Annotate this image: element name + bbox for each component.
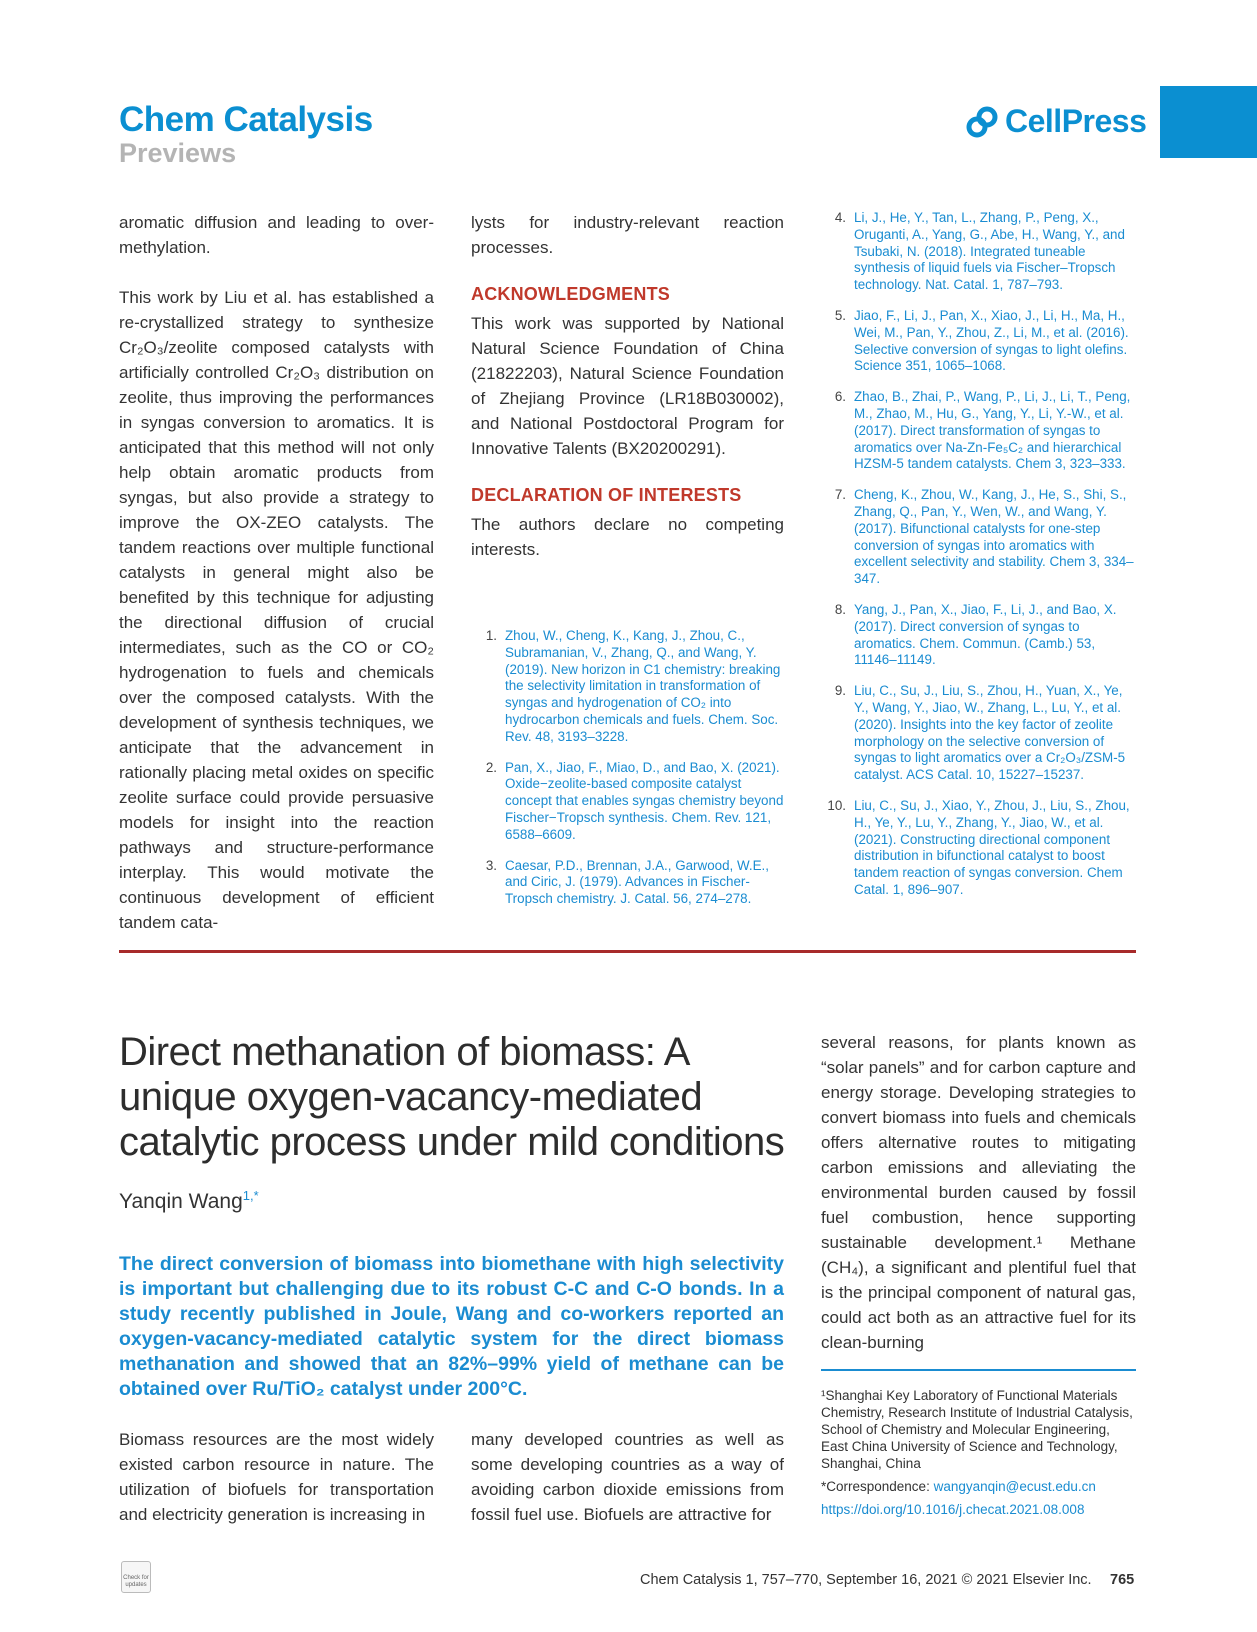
acknowledgments-heading: ACKNOWLEDGMENTS — [471, 284, 670, 304]
author-line — [119, 1188, 259, 1214]
reference-item[interactable]: 1. Zhou, W., Cheng, K., Kang, J., Zhou, C., Subramanian, V., Zhang, Q., and Wang, Y. (2019). New horizon in C1 chemistry: breaking the selectivity limitation in transformation of syngas and hydrogenation of CO₂ into hydrocarbon chemicals and fuels. Chem. Soc. Rev. 48, 3193–3228. — [485, 628, 781, 744]
section-label: Previews — [119, 138, 237, 168]
reference-item[interactable]: 2. Pan, X., Jiao, F., Miao, D., and Bao, X. (2021). Oxide−zeolite-based composite catalyst concept that enables syngas chemistry beyond Fischer−Tropsch synthesis. Chem. Rev. 121, 6588–6609. — [485, 759, 784, 842]
affiliation-divider — [821, 1369, 1136, 1371]
paragraph: lysts for industry-relevant reaction processes. — [471, 213, 784, 257]
paragraph: Biomass resources are the most widely existed carbon resource in nature. The utilization of biofuels for transportation and electricity generation is increasing in — [119, 1430, 434, 1524]
section-divider — [119, 950, 1136, 953]
author-affiliation-marker[interactable]: 1,* — [242, 1188, 259, 1203]
reference-item[interactable]: 4. Li, J., He, Y., Tan, L., Zhang, P., Peng, X., Oruganti, A., Yang, G., Abe, H., Wang, Y., and Tsubaki, N. (2018). Integrated tuneable synthesis of liquid fuels via Fischer–Tropsch technology. Nat. Catal. 1, 787–793. — [834, 210, 1125, 293]
affiliation-block — [821, 1387, 1136, 1518]
declaration-heading: DECLARATION OF INTERESTS — [471, 485, 742, 505]
references-column-2 — [471, 628, 784, 922]
journal-title: Chem Catalysis — [119, 100, 373, 139]
paragraph: many developed countries as well as some developing countries as a way of avoiding carbon dioxide emissions from fossil fuel use. Biofuels are attractive for — [471, 1430, 784, 1524]
publisher-name: CellPress — [1005, 103, 1147, 139]
affiliation-text: ¹Shanghai Key Laboratory of Functional Materials Chemistry, Research Institute of Industrial Catalysis, School of Chemistry and Molecular Engineering, East China University of Science and Technology, Shanghai, China — [821, 1388, 1133, 1471]
article-column-1 — [119, 1427, 434, 1527]
page-number: 765 — [1110, 1572, 1135, 1588]
reference-item[interactable]: 5. Jiao, F., Li, J., Pan, X., Xiao, J., Li, H., Ma, H., Wei, M., Pan, Y., Zhou, Z., Li, M., et al. (2016). Selective conversion of syngas to light olefins. Science 351, 1065–1068. — [834, 307, 1129, 374]
reference-item[interactable]: 7. Cheng, K., Zhou, W., Kang, J., He, S., Shi, S., Zhang, Q., Pan, Y., Wen, W., and Wang, Y. (2017). Bifunctional catalysts for one-step conversion of syngas into aromatics with excellent selectivity and stability. Chem 3, 334–347. — [834, 487, 1134, 587]
author-name: Yanqin Wang — [119, 1190, 243, 1213]
declaration-text: The authors declare no competing interests. — [471, 515, 784, 559]
check-for-updates-badge[interactable]: Check for updates — [121, 1561, 151, 1593]
corner-tab — [1160, 86, 1257, 158]
article-column-2 — [471, 1427, 784, 1527]
reference-item[interactable]: 8. Yang, J., Pan, X., Jiao, F., Li, J., and Bao, X. (2017). Direct conversion of syngas to aromatics. Chem. Commun. (Camb.) 53, 11146–11149. — [834, 601, 1117, 668]
acknowledgments-text: This work was supported by National Natural Science Foundation of China (21822203), Natural Science Foundation of Zhejiang Province (LR18B030002), and National Postdoctoral Program for Innovative Talents (BX20200291). — [471, 314, 784, 458]
publisher-logo[interactable] — [965, 103, 1146, 140]
email-link[interactable]: wangyanqin@ecust.edu.cn — [933, 1479, 1096, 1494]
cellpress-logo-icon — [965, 105, 999, 139]
top-column-1 — [119, 210, 434, 935]
reference-item[interactable]: 3. Caesar, P.D., Brennan, J.A., Garwood, W.E., and Ciric, J. (1979). Advances in Fischer-Tropsch chemistry. J. Catal. 56, 274–278. — [485, 857, 769, 907]
paragraph: aromatic diffusion and leading to over-methylation. — [119, 213, 434, 257]
paragraph: This work by Liu et al. has established a re-crystallized strategy to synthesize Cr₂O₃/zeolite composed catalysts with artificially controlled Cr₂O₃ distribution on zeolite, thus improving the performances in syngas conversion to aromatics. It is anticipated that this method will not only help obtain aromatic products from syngas, but also provide a strategy to improve the OX-ZEO catalysts. The tandem reactions over multiple functional catalysts in general might also be benefited by this technique for adjusting the directional diffusion of crucial intermediates, such as the CO or CO₂ hydrogenation to fuels and chemicals over the composed catalysts. With the development of synthesis techniques, we anticipate that the advancement in rationally placing metal oxides on specific zeolite surface could provide persuasive models for insight into the reaction pathways and structure-performance interplay. This would motivate the continuous development of efficient tandem cata- — [119, 288, 434, 932]
abstract: The direct conversion of biomass into biomethane with high selectivity is important but challenging due to its robust C-C and C-O bonds. In a study recently published in Joule, Wang and co-workers reported an oxygen-vacancy-mediated catalytic system for the direct biomass methanation and showed that an 82%–99% yield of methane can be obtained over Ru/TiO₂ catalyst under 200°C. — [119, 1253, 784, 1400]
article-title: Direct methanation of biomass: A unique oxygen-vacancy-mediated catalytic process under mild conditions — [119, 1030, 785, 1164]
references-column-3 — [820, 210, 1136, 913]
paragraph: several reasons, for plants known as “solar panels” and for carbon capture and energy storage. Developing strategies to convert biomass into fuels and chemicals offers alternative routes to mitigating carbon emissions and alleviating the environmental burden caused by fossil fuel combustion, hence supporting sustainable development.¹ Methane (CH₄), a significant and plentiful fuel that is the principal component of natural gas, could act both as an attractive fuel for its clean-burning — [821, 1033, 1136, 1352]
article-column-3 — [821, 1030, 1136, 1355]
correspondence: *Correspondence: wangyanqin@ecust.edu.cn — [821, 1479, 1096, 1494]
reference-item[interactable]: 6. Zhao, B., Zhai, P., Wang, P., Li, J., Li, T., Peng, M., Zhao, M., Hu, G., Yang, Y., Li, Y.-W., et al. (2017). Direct transformation of syngas to aromatics over Na-Zn-Fe₅C₂ and hierarchical HZSM-5 tandem catalysts. Chem 3, 323–333. — [834, 389, 1131, 472]
reference-item[interactable]: 9. Liu, C., Su, J., Liu, S., Zhou, H., Yuan, X., Ye, Y., Wang, Y., Jiao, W., Zhang, L., Lu, Y., et al. (2020). Insights into the key factor of zeolite morphology on the selective conversion of syngas to light aromatics over a Cr₂O₃/ZSM-5 catalyst. ACS Catal. 10, 15227–15237. — [834, 683, 1126, 783]
footer-citation: Chem Catalysis 1, 757–770, September 16, 2021 © 2021 Elsevier Inc. — [640, 1572, 1092, 1588]
top-column-2 — [471, 210, 784, 562]
reference-item[interactable]: 10. Liu, C., Su, J., Xiao, Y., Zhou, J., Liu, S., Zhou, H., Ye, Y., Lu, Y., Zhang, Y., Jiao, W., et al. (2021). Constructing directional component distribution in bifunctional catalyst to boost tandem reaction of syngas conversion. Chem Catal. 1, 896–907. — [827, 797, 1130, 897]
doi-link[interactable]: https://doi.org/10.1016/j.checat.2021.08.008 — [821, 1502, 1085, 1517]
